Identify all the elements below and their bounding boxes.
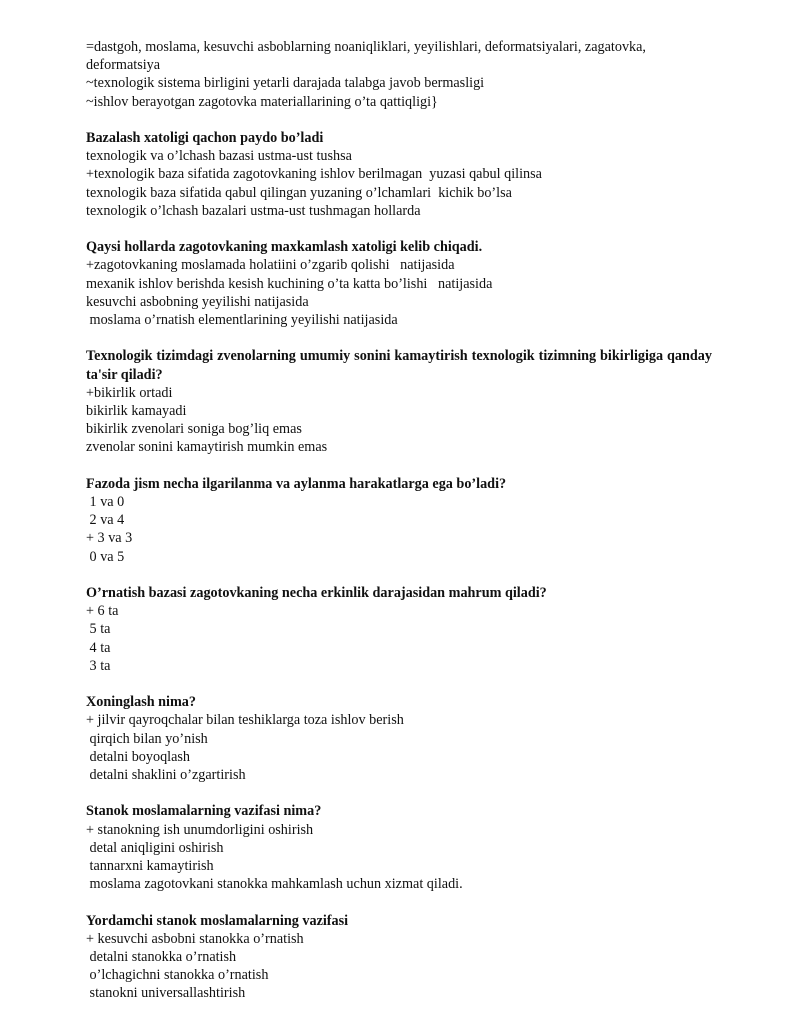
- answer-option: kesuvchi asbobning yeyilishi natijasida: [86, 293, 309, 310]
- question-text: Bazalash xatoligi qachon paydo bo’ladi: [86, 130, 324, 146]
- question-text: Yordamchi stanok moslamalarning vazifasi: [86, 912, 349, 929]
- spacer: [86, 784, 712, 802]
- answer-option: detal aniqligini oshirish: [86, 839, 224, 856]
- answer-option: detalni shaklini o’zgartirish: [86, 767, 246, 784]
- spacer: [86, 111, 712, 129]
- answer-option: + jilvir qayroqchalar bilan teshiklarga toza ishlov berish: [86, 712, 404, 729]
- answer-option: 4 ta: [86, 639, 111, 656]
- question-text: Fazoda jism necha ilgarilanma va aylanma harakatlarga ega bo’ladi?: [86, 475, 507, 492]
- intro-line-1: =dastgoh, moslama, kesuvchi asboblarning noaniqliklari, yeyilishlari, deformatsiyalari, zagatovka, deformatsiya: [86, 39, 650, 74]
- answer-option: bikirlik zvenolari soniga bog’liq emas: [86, 421, 302, 438]
- answer-option: 1 va 0: [86, 494, 125, 511]
- spacer: [86, 893, 712, 911]
- answer-option: + 6 ta: [86, 603, 119, 620]
- answer-option: moslama zagotovkani stanokka mahkamlash uchun xizmat qiladi.: [86, 876, 463, 893]
- answer-option: +zagotovkaning moslamada holatiini o’zgarib qolishi natijasida: [86, 257, 455, 274]
- answer-option: + stanokning ish unumdorligini oshirish: [86, 821, 314, 838]
- answer-option: +texnologik baza sifatida zagotovkaning ishlov berilmagan yuzasi qabul qilinsa: [86, 166, 542, 183]
- answer-option: bikirlik kamayadi: [86, 403, 187, 420]
- answer-option: 0 va 5: [86, 548, 125, 565]
- spacer: [86, 457, 712, 475]
- answer-option: 3 ta: [86, 657, 111, 674]
- question-block: [86, 693, 712, 784]
- spacer: [86, 675, 712, 693]
- question-block: [86, 238, 712, 329]
- answer-option: detalni stanokka o’rnatish: [86, 949, 237, 966]
- answer-option: detalni boyoqlash: [86, 748, 191, 765]
- answer-option: 5 ta: [86, 621, 111, 638]
- spacer: [86, 329, 712, 347]
- question-block: [86, 347, 712, 456]
- question-text: Texnologik tizimdagi zvenolarning umumiy sonini kamaytirish texnologik tizimning bikirligiga qanday ta'sir qiladi?: [86, 348, 712, 383]
- answer-option: +bikirlik ortadi: [86, 384, 173, 401]
- answer-option: qirqich bilan yo’nish: [86, 730, 208, 747]
- question-block: [86, 129, 712, 220]
- question-text: Stanok moslamalarning vazifasi nima?: [86, 803, 322, 820]
- answer-option: tannarxni kamaytirish: [86, 858, 214, 875]
- intro-block: [86, 38, 712, 111]
- question-block: [86, 475, 712, 566]
- spacer: [86, 566, 712, 584]
- answer-option: 2 va 4: [86, 512, 125, 529]
- answer-option: texnologik va o’lchash bazasi ustma-ust tushsa: [86, 148, 352, 165]
- question-block: [86, 912, 712, 1003]
- questions-list: [86, 111, 712, 1003]
- question-block: [86, 584, 712, 675]
- answer-option: o’lchagichni stanokka o’rnatish: [86, 967, 269, 984]
- answer-option: mexanik ishlov berishda kesish kuchining o’ta katta bo’lishi natijasida: [86, 275, 493, 292]
- question-text: O’rnatish bazasi zagotovkaning necha erkinlik darajasidan mahrum qiladi?: [86, 585, 547, 602]
- intro-line-2: ~texnologik sistema birligini yetarli darajada talabga javob bermasligi: [86, 75, 485, 92]
- answer-option: zvenolar sonini kamaytirish mumkin emas: [86, 439, 328, 456]
- answer-option: texnologik baza sifatida qabul qilingan yuzaning o’lchamlari kichik bo’lsa: [86, 184, 512, 201]
- question-text: Qaysi hollarda zagotovkaning maxkamlash xatoligi kelib chiqadi.: [86, 239, 483, 256]
- spacer: [86, 220, 712, 238]
- answer-option: texnologik o’lchash bazalari ustma-ust tushmagan hollarda: [86, 202, 421, 219]
- question-block: [86, 802, 712, 893]
- answer-option: stanokni universallashtirish: [86, 985, 246, 1002]
- question-text: Xoninglash nima?: [86, 694, 196, 711]
- answer-option: + kesuvchi asbobni stanokka o’rnatish: [86, 930, 304, 947]
- answer-option: moslama o’rnatish elementlarining yeyilishi natijasida: [86, 312, 398, 329]
- intro-line-3: ~ishlov berayotgan zagotovka materiallarining o’ta qattiqligi}: [86, 93, 438, 110]
- answer-option: + 3 va 3: [86, 530, 133, 547]
